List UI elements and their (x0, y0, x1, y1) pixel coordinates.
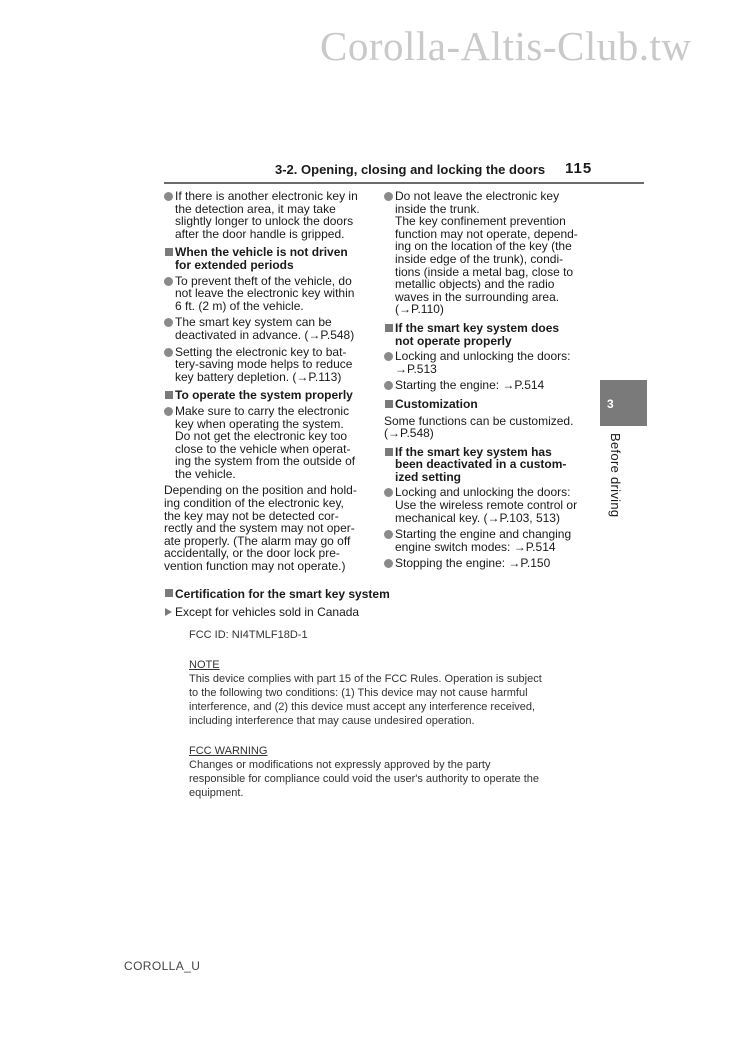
bullet-dot-icon (384, 352, 393, 361)
bullet-item (384, 557, 596, 570)
bullet-item (384, 350, 596, 375)
bullet-text: Starting the engine: →P.514 (395, 378, 545, 393)
bullet-text: The smart key system can be deactivated in advance. (→P.548) (175, 315, 355, 342)
sub-heading-text: Except for vehicles sold in Canada (175, 605, 360, 619)
heading-text: To operate the system properly (175, 388, 353, 403)
section-heading (384, 446, 596, 484)
square-marker-icon (385, 448, 393, 456)
section-heading (164, 389, 374, 402)
bullet-dot-icon (384, 381, 393, 390)
heading-text: If the smart key system has been deactivated in a custom- ized setting (395, 444, 567, 484)
bullet-item (164, 346, 374, 384)
triangle-marker-icon (165, 608, 172, 616)
heading-text: Certification for the smart key system (175, 587, 390, 601)
header-rule (164, 182, 644, 184)
watermark: Corolla-Altis-Club.tw (320, 23, 692, 69)
section-heading (164, 246, 374, 271)
square-marker-icon (165, 248, 173, 256)
bullet-item (384, 486, 596, 524)
chapter-label: Before driving (608, 433, 623, 518)
bullet-dot-icon (164, 192, 173, 201)
bullet-dot-icon (164, 277, 173, 286)
bullet-text: Starting the engine and changing engine switch modes: →P.514 (395, 527, 572, 554)
section-heading (384, 398, 596, 411)
paragraph: Some functions can be customized. (→P.548) (384, 413, 574, 441)
bullet-text: To prevent theft of the vehicle, do not leave the electronic key within 6 ft. (2 m) of the vehicle. (175, 273, 355, 313)
bullet-text: If there is another electronic key in the detection area, it may take slightly longer to unlock the doors after the door handle is gripped. (175, 189, 358, 241)
chapter-number: 3 (607, 397, 614, 411)
left-column (164, 190, 374, 577)
note-text: This device complies with part 15 of the FCC Rules. Operation is subject to the following two conditions: (1) This device may not cause harmful interference, and (2) this device must accept any interference received, including interference that may cause undesired operation. (189, 673, 542, 727)
section-heading (384, 322, 596, 347)
bullet-item (164, 405, 374, 481)
bullet-dot-icon (164, 348, 173, 357)
heading-text: If the smart key system does not operate properly (395, 320, 560, 348)
sub-heading (164, 605, 390, 619)
bullet-item (164, 275, 374, 313)
bullet-item (384, 528, 596, 553)
paragraph: Depending on the position and hold- ing condition of the electronic key, the key may not be detected cor- rectly and the system may not oper- ate properly. (The alarm may go off accidentally, or the door lock pre- vention function may not operate.) (164, 483, 357, 574)
bullet-item (384, 379, 596, 392)
chapter-tab (600, 380, 647, 426)
bullet-text: Stopping the engine: →P.150 (395, 556, 551, 571)
section-title: 3-2. Opening, closing and locking the doors (275, 162, 546, 177)
warning-title: FCC WARNING (189, 745, 268, 757)
fcc-notice (189, 628, 569, 800)
heading-text: When the vehicle is not driven for extended periods (175, 245, 348, 272)
bullet-item (384, 190, 596, 316)
square-marker-icon (385, 400, 393, 408)
bullet-item (164, 316, 374, 341)
bullet-item (164, 190, 374, 240)
square-marker-icon (165, 391, 173, 399)
fcc-id: FCC ID: NI4TMLF18D-1 (189, 629, 308, 641)
bullet-dot-icon (384, 488, 393, 497)
section-heading (164, 587, 390, 601)
bullet-text: Locking and unlocking the doors: →P.513 (395, 349, 571, 376)
bullet-text: Locking and unlocking the doors: Use the wireless remote control or mechanical key. (→P.103, 513) (395, 485, 578, 525)
bullet-text: Do not leave the electronic key inside the trunk. The key confinement prevention function may not operate, depend- ing on the location of the key (the inside edge of the trunk), condi- tions (inside a metal bag, close to metallic objects) and the radio waves in the surrounding area. (→P.110) (395, 189, 578, 317)
bullet-dot-icon (384, 192, 393, 201)
footer-code: COROLLA_U (124, 959, 201, 973)
square-marker-icon (385, 324, 393, 332)
right-column (384, 190, 596, 574)
bullet-dot-icon (384, 530, 393, 539)
note-title: NOTE (189, 659, 220, 671)
warning-text: Changes or modifications not expressly approved by the party responsible for compliance could void the user's authority to operate the equipment. (189, 759, 540, 799)
certification-section (164, 587, 390, 619)
bullet-text: Setting the electronic key to bat- tery-saving mode helps to reduce key battery depletion. (→P.113) (175, 344, 353, 384)
square-marker-icon (165, 589, 173, 597)
bullet-dot-icon (384, 559, 393, 568)
page-number: 115 (565, 160, 593, 177)
bullet-dot-icon (164, 407, 173, 416)
bullet-dot-icon (164, 318, 173, 327)
heading-text: Customization (395, 396, 478, 411)
bullet-text: Make sure to carry the electronic key when operating the system. Do not get the electronic key too close to the vehicle when operat- ing the system from the outside of the vehicle. (175, 403, 356, 481)
